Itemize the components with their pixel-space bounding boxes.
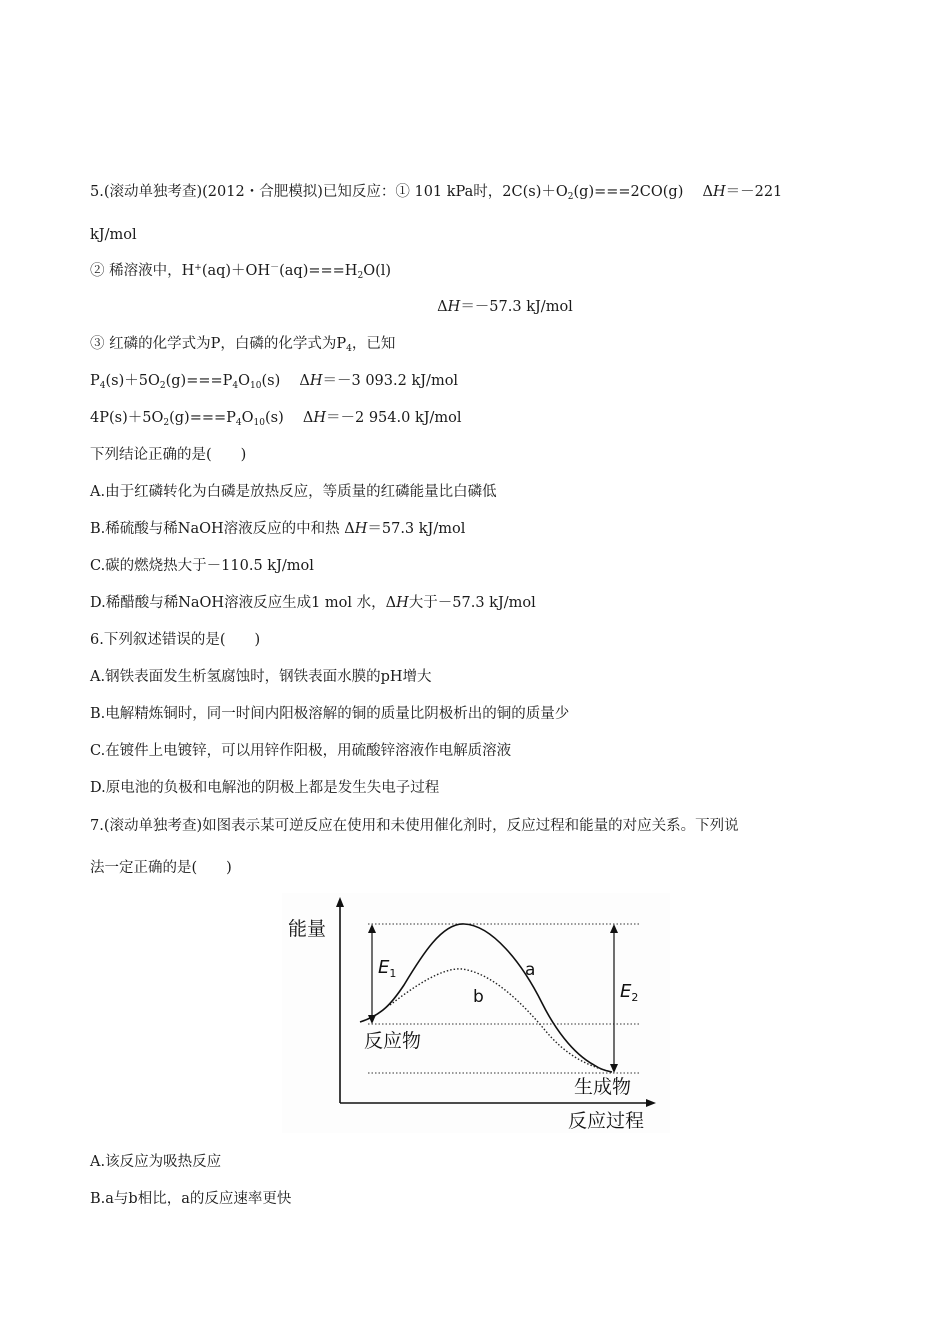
e1-label: $E_1$ [378,957,397,980]
q6-option-b: B.电解精炼铜时，同一时间内阳极溶解的铜的质量比阴极析出的铜的质量少 [90,706,570,722]
q5-line4: ΔH＝－57.3 kJ/mol [437,299,573,315]
q5-line1: 5.(滚动单独考查)(2012・合肥模拟)已知反应：① 101 kPa时，$2C(s)+O_2(g)===2CO(g)$ ΔH＝－221 [90,184,783,202]
q7-stem-line2: 法一定正确的是( ) [90,860,232,876]
e2-label: $E_2$ [620,981,639,1004]
q5-option-d: D.稀醋酸与稀NaOH溶液反应生成1 mol 水，ΔH大于－57.3 kJ/mol [90,595,536,611]
curve-b-label: b [473,987,484,1007]
q6-option-a: A.钢铁表面发生析氢腐蚀时，钢铁表面水膜的pH增大 [90,669,432,685]
q5-line2: kJ/mol [90,227,137,243]
q5-equation2: $4P(s)+5O_2(g)===P_4O_{10}(s)$ ΔH＝－2 954.0 kJ/mol [90,410,462,428]
q7-option-a: A.该反应为吸热反应 [90,1154,222,1170]
q5-line3: ② 稀溶液中，$H^+(aq)+OH^-(aq)===H_2O(l)$ [90,263,392,281]
x-axis-label: 反应过程 [568,1110,645,1132]
q5-prompt: 下列结论正确的是( ) [90,447,247,463]
q5-option-c: C.碳的燃烧热大于－110.5 kJ/mol [90,558,314,574]
q5-option-a: A.由于红磷转化为白磷是放热反应，等质量的红磷能量比白磷低 [90,484,497,500]
q5-equation1: $P_4(s)+5O_2(g)===P_4O_{10}(s)$ ΔH＝－3 093.2 kJ/mol [90,373,459,391]
q6-stem: 6.下列叙述错误的是( ) [90,632,261,648]
q6-option-d: D.原电池的负极和电解池的阴极上都是发生失电子过程 [90,780,440,796]
q7-option-b: B.a与b相比，a的反应速率更快 [90,1191,292,1207]
q7-stem-line1: 7.(滚动单独考查)如图表示某可逆反应在使用和未使用催化剂时，反应过程和能量的对应关系。下列说 [90,818,739,834]
reactant-label: 反应物 [364,1030,422,1052]
curve-a-label: a [525,960,536,980]
energy-diagram [282,893,670,1133]
product-label: 生成物 [574,1076,632,1098]
q5-line5: ③ 红磷的化学式为P，白磷的化学式为$P_4$，已知 [90,336,396,354]
q5-option-b: B.稀硫酸与稀NaOH溶液反应的中和热 ΔH＝57.3 kJ/mol [90,521,466,537]
q6-option-c: C.在镀件上电镀锌，可以用锌作阳极，用硫酸锌溶液作电解质溶液 [90,743,512,759]
y-axis-label: 能量 [288,918,327,940]
